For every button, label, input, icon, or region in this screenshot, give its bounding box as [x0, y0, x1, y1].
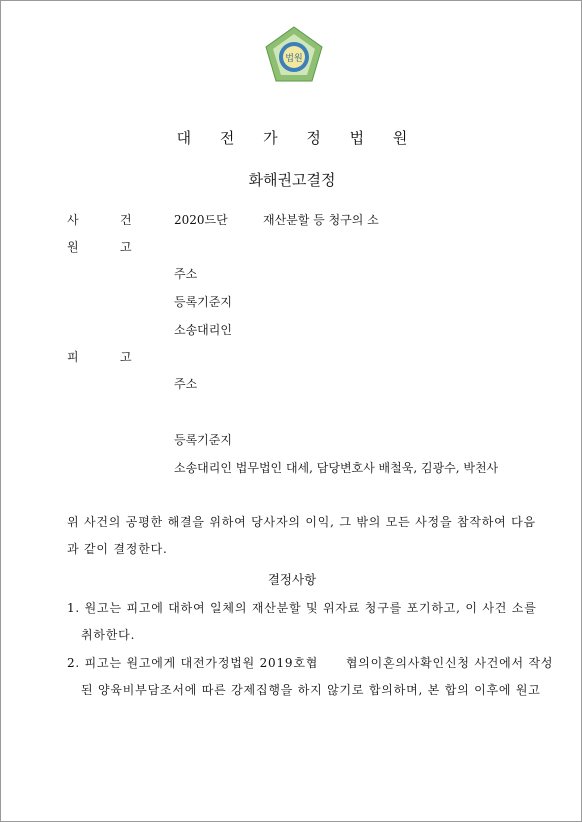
- case-label-b: 건: [120, 213, 132, 227]
- defendant-label-a: 피: [67, 350, 79, 364]
- case-number: 2020드단: [174, 213, 228, 227]
- emblem-text: 법원: [285, 54, 303, 64]
- document-title: 화해권고결정: [248, 171, 336, 189]
- defendant-address-label: 주소: [174, 377, 198, 391]
- plaintiff-registry-label: 등록기준지: [174, 295, 232, 309]
- plaintiff-address-label: 주소: [174, 267, 198, 281]
- decision-heading: 결정사항: [267, 572, 317, 587]
- plaintiff-attorney-label: 소송대리인: [174, 323, 232, 337]
- defendant-attorney: 소송대리인 법무법인 대세, 담당변호사 배철욱, 김광수, 박천사: [174, 461, 499, 475]
- intro-line-2: 과 같이 결정한다.: [67, 542, 168, 556]
- decision-item-2-line-1: 2. 피고는 원고에게 대전가정법원 2019호협 협의이혼의사확인신청 사건에서 작성: [67, 656, 554, 670]
- defendant-registry-label: 등록기준지: [174, 433, 232, 447]
- decision-item-2-line-2: 된 양육비부담조서에 따른 강제집행을 하지 않기로 합의하며, 본 합의 이후에 원고: [81, 683, 541, 697]
- case-name: 재산분할 등 청구의 소: [263, 213, 379, 227]
- plaintiff-label-b: 고: [120, 240, 132, 254]
- decision-item-1-line-1: 1. 원고는 피고에 대하여 일체의 재산분할 및 위자료 청구를 포기하고, 이 사건 소를: [67, 601, 537, 615]
- intro-line-1: 위 사건의 공평한 해결을 위하여 당사자의 이익, 그 밖의 모든 사정을 참작하여 다음: [67, 515, 536, 529]
- court-emblem-icon: [263, 25, 325, 87]
- case-label-a: 사: [67, 213, 79, 227]
- decision-item-1-line-2: 취하한다.: [81, 628, 136, 642]
- court-name: 대 전 가 정 법 원: [176, 129, 420, 147]
- defendant-label-b: 고: [120, 350, 132, 364]
- plaintiff-label-a: 원: [67, 240, 79, 254]
